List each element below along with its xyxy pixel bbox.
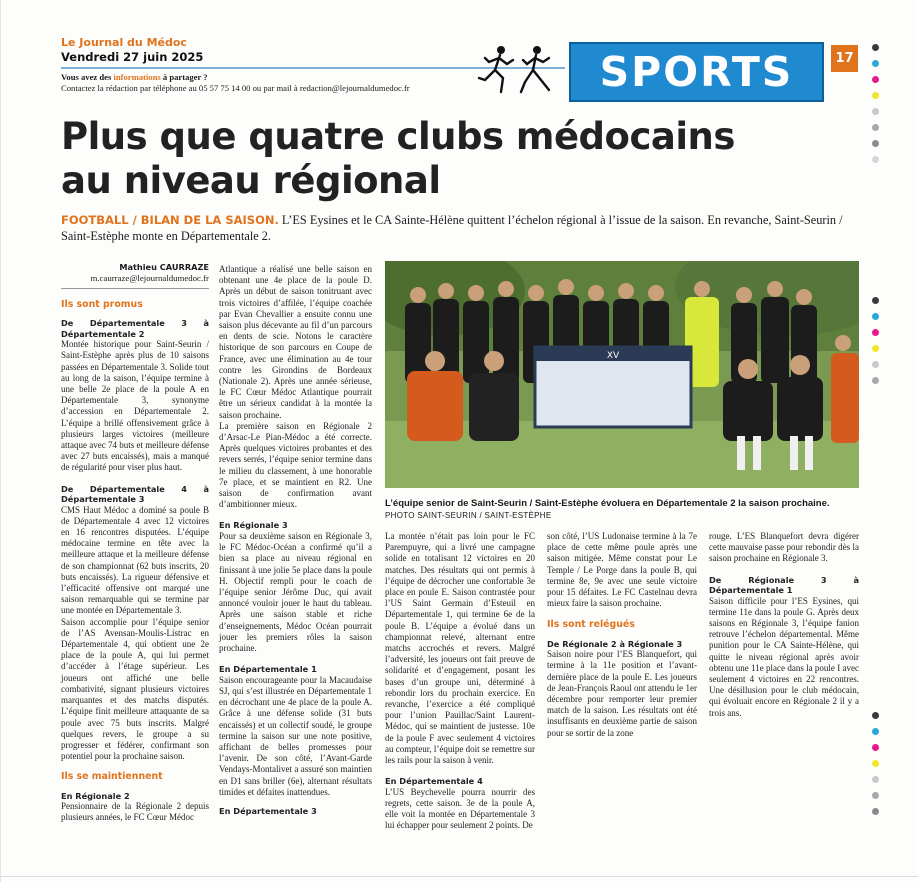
- photo-banner-text: XV: [606, 351, 620, 361]
- paragraph: Saison encourageante pour la Macaudaise SJ, qui s’est illustrée en Départementale 1 en décrochant une 4e place de la poule A. Grâce à une défense solide (31 buts encaissés) et un collectif soudé, le groupe termine la saison sur une note positive, affichant de belles promesses pour l’avenir. De son côté, l’Avant-Garde Vendays-Montalivet a assuré son maintien en D1 sans briller (6e), alternant résultats timides et défaites inattendues.: [219, 674, 372, 797]
- paragraph: Saison accomplie pour l’équipe senior de l’AS Avensan-Moulis-Listrac en Départementale 4, qui obtient une 2e place de la poule A, qui lui permet d’accéder à l’étage supérieur. Les joueurs ont affiché une belle combativité, signant plusieurs victoires marquantes et des matchs disputés. L’équipe finit meilleure attaquante de sa poule avec 75 buts inscrits. Malgré quelques revers, le groupe a su progresser et fédérer, confirmant son potentiel pour la prochaine saison.: [61, 616, 209, 762]
- subheading: En Départementale 4: [385, 776, 483, 787]
- paragraph: Saison noire pour l’ES Blanquefort, qui termine à la 11e position et l’avant-dernière place de la poule E. Les joueurs de Jean-François Raoul ont attendu le 1er décembre pour remporter leur premier match de la saison. Les résultats ont été insuffisants en deuxième partie de saison pour se sortir de la zone: [547, 649, 697, 738]
- subheading: De Départementale 3 à Départementale 2: [61, 318, 209, 339]
- article-lead: [61, 212, 861, 244]
- column-3: [385, 531, 535, 832]
- section-banner: [569, 42, 824, 102]
- team-photo-illustration: [385, 261, 859, 488]
- byline-rule: [61, 288, 209, 289]
- print-registration-marks-bottom: [872, 712, 882, 824]
- photo-caption: [385, 498, 859, 521]
- column-2: [219, 264, 372, 816]
- paragraph: son côté, l’US Ludonaise termine à la 7e place de cette même poule après une saison mitigée. Même constat pour Le Temple / Le Porge dans la poule B, qui termine 8e, 9e avec une seule victoire pour 15 défaites. Le FC Castelnau devra mieux faire la saison prochaine.: [547, 531, 697, 609]
- byline: [61, 262, 209, 284]
- contact-highlight: informations: [113, 72, 161, 82]
- print-registration-marks-mid: [872, 297, 882, 393]
- column-5: [709, 531, 859, 719]
- subheading: En Départementale 1: [219, 664, 317, 675]
- contact-post: à partager ?: [160, 72, 208, 82]
- article-lead-text: L’ES Eysines et le CA Sainte-Hélène quittent l’échelon régional à l’issue de la saison. En revanche, Saint-Seurin / Saint-Estèphe monte en Départementale 2.: [61, 213, 843, 243]
- page-number: 17: [831, 45, 858, 72]
- paper-name: Le Journal du Médoc: [61, 36, 187, 49]
- subheading: En Départementale 3: [219, 805, 317, 816]
- runners-icon: [471, 40, 567, 100]
- paragraph: rouge. L’ES Blanquefort devra digérer cette mauvaise passe pour rebondir dès la saison prochaine en Régionale 3.: [709, 531, 859, 564]
- paragraph: Pensionnaire de la Régionale 2 depuis plusieurs années, le FC Cœur Médoc: [61, 801, 209, 823]
- section-heading-relegues: Ils sont relégués: [547, 619, 635, 631]
- issue-date: Vendredi 27 juin 2025: [61, 50, 204, 64]
- subheading: En Régionale 3: [219, 520, 288, 531]
- print-registration-marks-top: [872, 44, 882, 172]
- paragraph: Saison difficile pour l’ES Eysines, qui termine 11e dans la poule G. Après deux saisons en Régionale 3, l’équipe fanion retrouve l’échelon départemental. Même punition pour le CA Sainte-Hélène, qui quitte le niveau régional après avoir obtenu une 11e place dans la poule I avec seulement 4 victoires en 22 rencontres. Une désillusion pour le club médocain, qui évoluait encore en Régionale 2 il y a trois ans.: [709, 595, 859, 718]
- contact-line: Contactez la rédaction par téléphone au 05 57 75 14 00 ou par mail à redaction@lejournaldumedoc.fr: [61, 83, 410, 93]
- paragraph: Pour sa deuxième saison en Régionale 3, le FC Médoc-Océan a confirmé qu’il a bien sa place au niveau régional en finissant à une jolie 5e place dans la poule H. Objectif rempli pour le coach de l’équipe senior Jérôme Duc, qui avait annoncé vouloir jouer le haut du tableau. Après une saison stable et riche d’enseignements, Médoc Océan pourrait jouer les premiers rôles la saison prochaine.: [219, 530, 372, 653]
- author-name: Mathieu CAURRAZE: [119, 262, 209, 272]
- subheading: De Régionale 3 à Départementale 1: [709, 574, 859, 596]
- section-label: SPORTS: [599, 48, 794, 96]
- paragraph: L’US Beychevelle pourra nourrir des regrets, cette saison. 3e de la poule A, elle voit la montée en Départementale 3 lui échapper pour seulement 2 points. De: [385, 786, 535, 831]
- column-1: [61, 293, 209, 823]
- section-heading-promus: Ils sont promus: [61, 299, 143, 310]
- paragraph: La première saison en Régionale 2 d’Arsac-Le Pian-Médoc a été correcte. Après quelques victoires probantes et des revers serrés, l’équipe senior termine dans le milieu du classement, à une honorable 7e place, et se maintient en R2. Une saison de confirmation avant d’ambitionner mieux.: [219, 420, 372, 510]
- column-4: [547, 531, 697, 739]
- subheading: En Régionale 2: [61, 790, 130, 801]
- author-email: m.caurraze@lejournaldumedoc.fr: [90, 273, 209, 283]
- photo-credit: PHOTO SAINT-SEURIN / SAINT-ESTÈPHE: [385, 510, 552, 520]
- article-headline: Plus que quatre clubs médocains au niveau régional: [61, 115, 735, 202]
- section-heading-maintiennent: Ils se maintiennent: [61, 771, 163, 783]
- subheading: De Départementale 4 à Départementale 3: [61, 483, 209, 505]
- subheading: De Régionale 2 à Régionale 3: [547, 638, 683, 649]
- contact-pre: Vous avez des: [61, 72, 114, 82]
- paragraph: La montée n’était pas loin pour le FC Parempuyre, qui a livré une campagne solide en totalisant 12 victoires en 20 matches. Des résultats qui ont permis à l’équipe de décrocher une confortable 3e place en poule E. Saison contrastée pour l’US Saint Germain d’Esteuil en Départementale 1, qui termine 6e de la poule B. L’équipe a évolué dans un championnat relevé, alternant entre matchs accrochés et revers. Malgré l’adversité, les joueurs ont fait preuve de solidarité et d’engagement, posant les bases d’un groupe uni, déterminé à rebondir lors du prochain exercice. En revanche, l’exercice a été compliqué pour l’union Pauillac/Saint Laurent-Médoc, qui se maintient de justesse. 10e de la poule F avec seulement 4 victoires au compteur, l’équipe doit se remettre sur les rails pour la saison à venir.: [385, 531, 535, 766]
- paragraph: Montée historique pour Saint-Seurin / Saint-Estèphe après plus de 10 saisons passées en Départementale 3. Solide tout au long de la saison, l’équipe termine à une belle 2e place de la poule A en Départementale 3, synonyme d’accession en Départementale 2. L’équipe a brillé offensivement grâce à plusieurs larges victoires (meilleure attaque avec 74 buts et meilleure défense avec 27 buts encaissés), mais a manqué de régularité pour viser plus haut.: [61, 339, 209, 473]
- caption-text: L’équipe senior de Saint-Seurin / Saint-Estèphe évoluera en Départementale 2 la saison prochaine.: [385, 498, 830, 509]
- paragraph: CMS Haut Médoc a dominé sa poule B de Départementale 4 avec 12 victoires en 16 rencontres disputées. L’équipe médocaine termine en tête avec la meilleure attaque et la meilleure défense de son championnat (62 buts inscrits, 20 buts encaissés). La rigueur défensive et l’efficacité offensive ont marqué une saison remarquable qui se termine par une montée en Départementale 3.: [61, 504, 209, 616]
- article-kicker: FOOTBALL / BILAN DE LA SAISON.: [61, 213, 279, 227]
- page-bottom-rule: [1, 876, 918, 877]
- paragraph: Atlantique a réalisé une belle saison en obtenant une 4e place de la poule D. Après un début de saison tonitruant avec trois victoires d’affilée, l’équipe coachée par Evan Chevallier a ensuite connu une saison plus décevante au fil d’un parcours en dents de scie. Notons le caractère historique de son parcours en Coupe de France, avec une élimination au 4e tour contre les Girondins de Bordeaux (Nationale 2). Après une année sérieuse, le FC Cœur Médoc Atlantique pourrait être un sérieux candidat à la montée la saison prochaine.: [219, 264, 372, 420]
- team-photo: [385, 261, 859, 488]
- masthead: [61, 36, 481, 64]
